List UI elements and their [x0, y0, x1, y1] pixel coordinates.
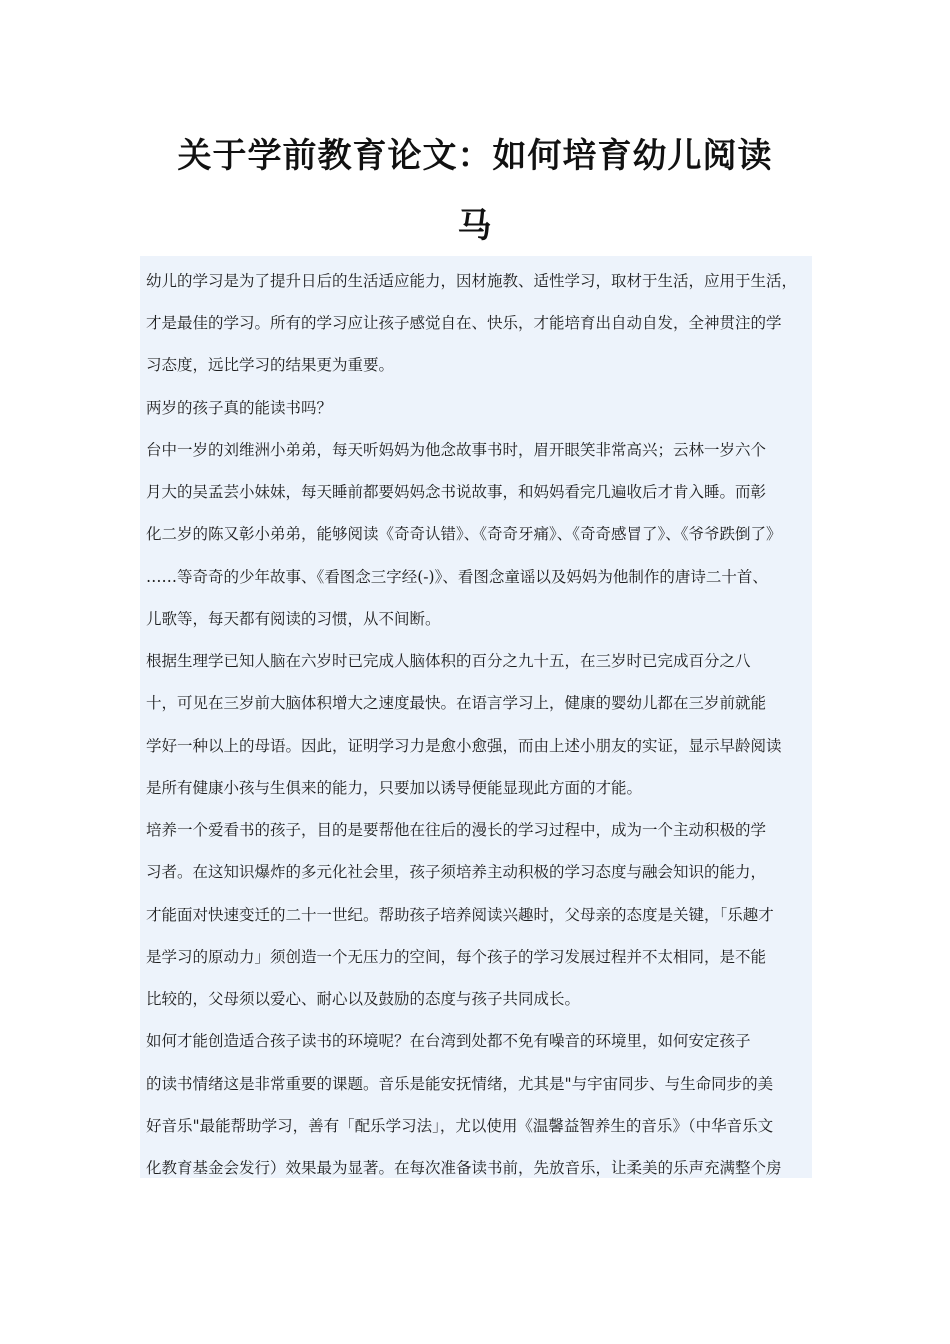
- body-line: 的读书情绪这是非常重要的课题。音乐是能安抚情绪，尤其是"与宇宙同步、与生命同步的美: [146, 1075, 774, 1093]
- body-line: 两岁的孩子真的能读书吗？: [146, 399, 333, 417]
- body-line: 月大的吴孟芸小妹妹，每天睡前都要妈妈念书说故事，和妈妈看完几遍收后才肯入睡。而彰: [146, 483, 767, 501]
- body-line: 根据生理学已知人脑在六岁时已完成人脑体积的百分之九十五，在三岁时已完成百分之八: [146, 652, 751, 670]
- document-title-continued: 马: [457, 206, 493, 246]
- body-line: 习者。在这知识爆炸的多元化社会里，孩子须培养主动积极的学习态度与融会知识的能力，: [146, 863, 767, 881]
- body-line: 比较的，父母须以爱心、耐心以及鼓励的态度与孩子共同成长。: [146, 990, 581, 1008]
- body-line: 习态度，远比学习的结果更为重要。: [146, 356, 395, 374]
- document-title: 关于学前教育论文：如何培育幼儿阅读: [177, 136, 773, 176]
- body-line: 是所有健康小孩与生俱来的能力，只要加以诱导便能显现此方面的才能。: [146, 779, 643, 797]
- body-line: 台中一岁的刘维洲小弟弟，每天听妈妈为他念故事书时，眉开眼笑非常高兴；云林一岁六个: [146, 441, 767, 459]
- body-line: 是学习的原动力」须创造一个无压力的空间，每个孩子的学习发展过程并不太相同，是不能: [146, 948, 767, 966]
- body-line: 化二岁的陈又彰小弟弟，能够阅读《奇奇认错》、《奇奇牙痛》、《奇奇感冒了》、《爷爷跌倒了》: [146, 525, 782, 543]
- body-line: 如何才能创造适合孩子读书的环境呢？在台湾到处都不免有噪音的环境里，如何安定孩子: [146, 1032, 751, 1050]
- body-line: 儿歌等，每天都有阅读的习惯，从不间断。: [146, 610, 441, 628]
- body-line: 才能面对快速变迁的二十一世纪。帮助孩子培养阅读兴趣时，父母亲的态度是关键，「乐趣才: [146, 906, 774, 924]
- body-line: 化教育基金会发行）效果最为显著。在每次准备读书前，先放音乐，让柔美的乐声充满整个房: [146, 1159, 782, 1177]
- body-line: ……等奇奇的少年故事、《看图念三字经(-)》、看图念童谣以及妈妈为他制作的唐诗二十首、: [146, 568, 768, 586]
- body-line: 幼儿的学习是为了提升日后的生活适应能力，因材施教、适性学习，取材于生活，应用于生活，: [146, 272, 798, 290]
- body-line: 培养一个爱看书的孩子，目的是要帮他在往后的漫长的学习过程中，成为一个主动积极的学: [146, 821, 767, 839]
- body-line: 学好一种以上的母语。因此，证明学习力是愈小愈强，而由上述小朋友的实证，显示早龄阅读: [146, 737, 782, 755]
- body-line: 才是最佳的学习。所有的学习应让孩子感觉自在、快乐，才能培育出自动自发，全神贯注的学: [146, 314, 782, 332]
- body-line: 十，可见在三岁前大脑体积增大之速度最快。在语言学习上，健康的婴幼儿都在三岁前就能: [146, 694, 767, 712]
- body-line: 好音乐"最能帮助学习，善有「配乐学习法」，尤以使用《温馨益智养生的音乐》（中华音乐文: [146, 1117, 774, 1135]
